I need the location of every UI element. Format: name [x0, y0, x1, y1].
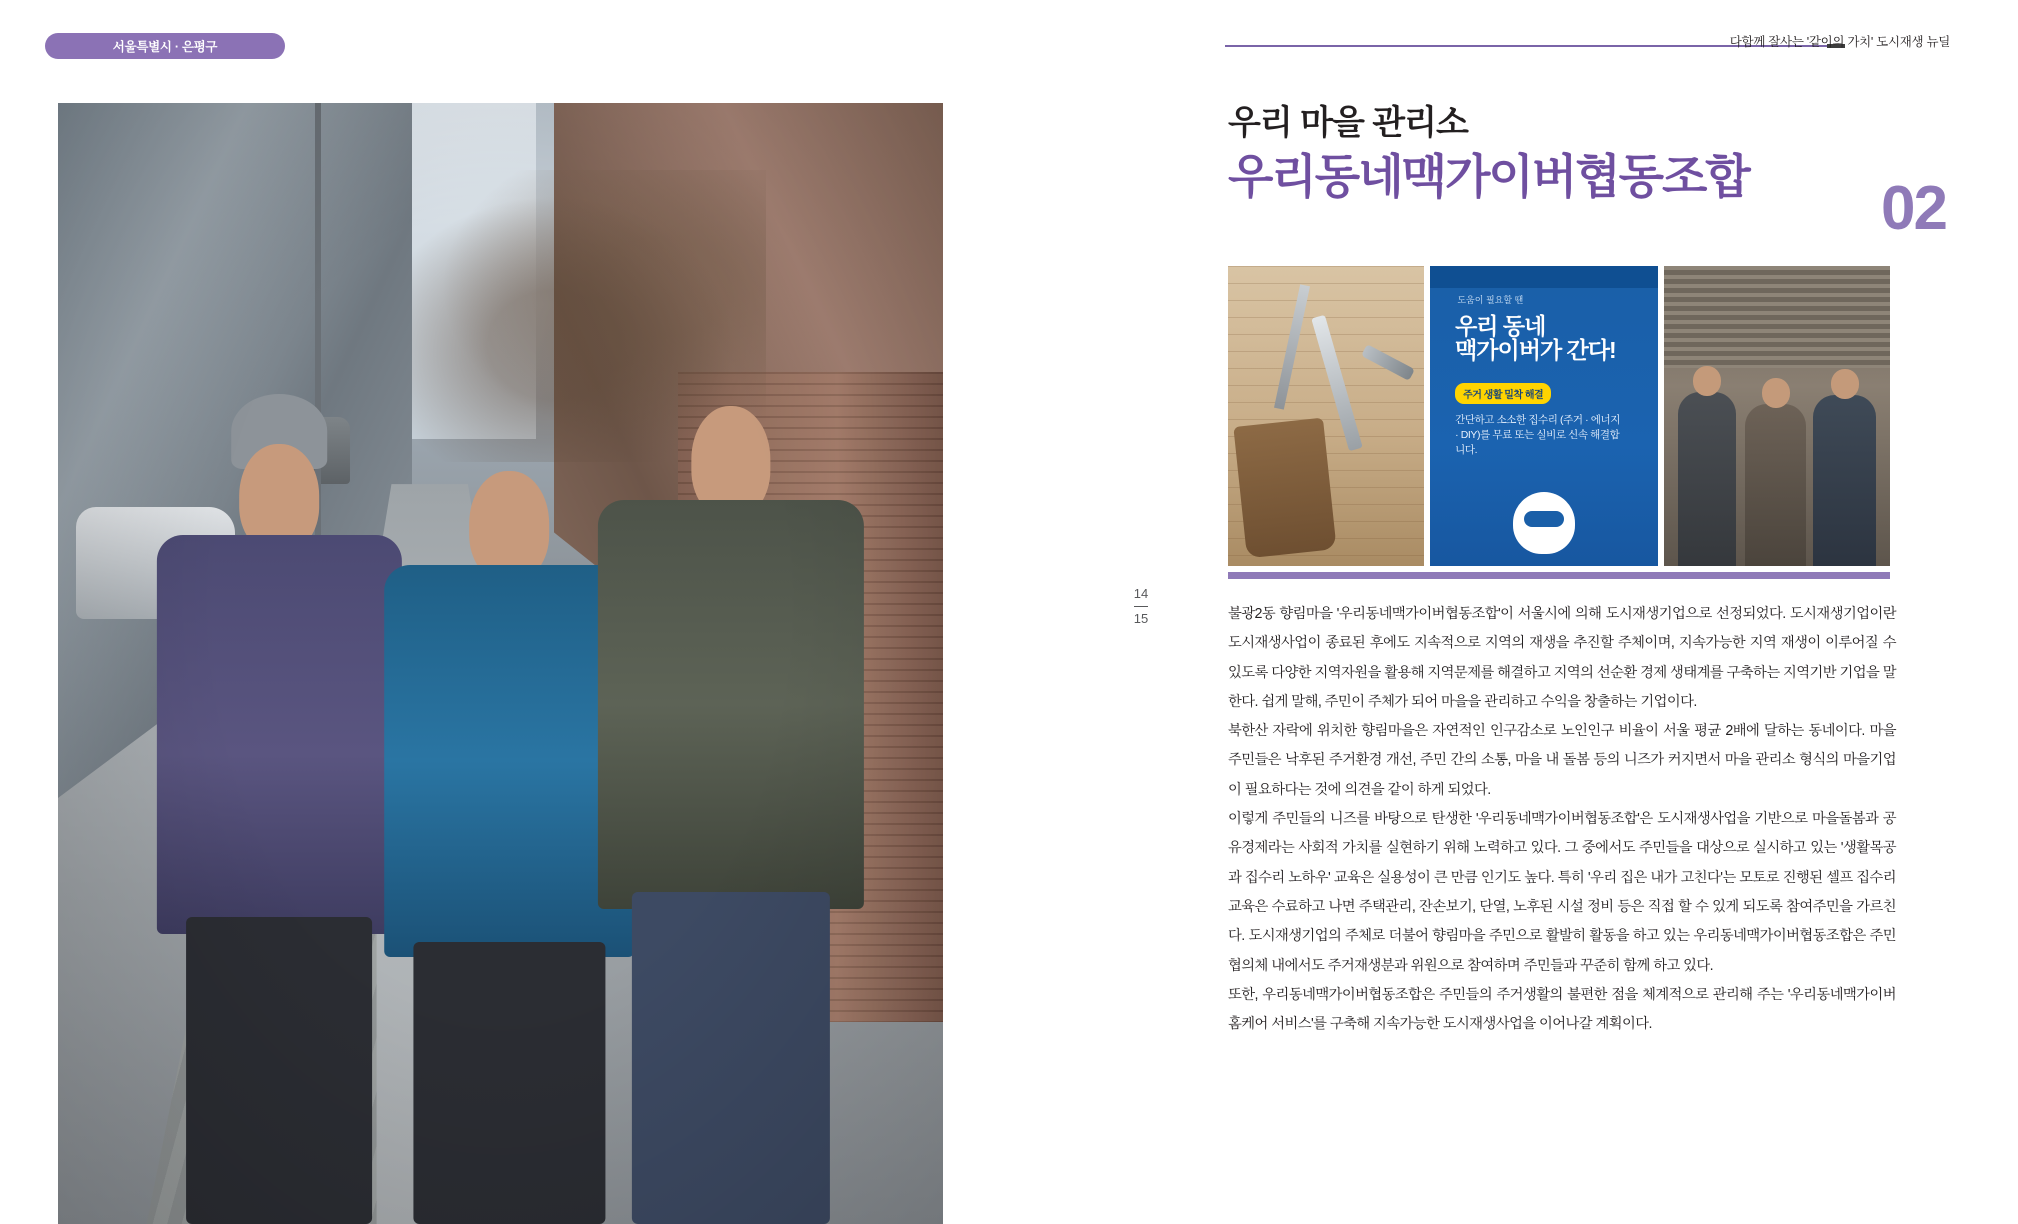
members-photo — [1664, 266, 1890, 566]
folio-page-left: 14 — [1133, 586, 1149, 601]
article-paragraph: 또한, 우리동네맥가이버협동조합은 주민들의 주거생활의 불편한 점을 체계적으로 관리해 주는 '우리동네맥가이버 홈케어 서비스'를 구축해 지속가능한 도시재생사업을 이어나갈 계획이다. — [1228, 986, 1896, 1033]
section-number: 02 — [1881, 174, 1946, 243]
member-left — [1678, 392, 1737, 566]
photo-strip — [1228, 266, 1890, 566]
banner-headline-line2: 맥가이버가 간다! — [1455, 337, 1616, 364]
page-title: 우리동네맥가이버협동조합 — [1228, 150, 1749, 203]
mascot-icon — [1513, 492, 1575, 554]
banner-eyebrow: 도움이 필요할 땐 — [1457, 295, 1524, 305]
region-tag-label: 서울특별시 · 은평구 — [112, 40, 218, 54]
article-paragraph: 북한산 자락에 위치한 향림마을은 자연적인 인구감소로 노인인구 비율이 서울 평균 2배에 달하는 동네이다. 마을 주민들은 낙후된 주거환경 개선, 주민 간의 소통, 마을 내 돌봄 등의 니즈가 커지면서 마을 관리소 형식의 마을기업이 필요하다는 것에 의견을 같이 하게 되었다. — [1228, 723, 1896, 798]
standing-banner-photo — [1430, 266, 1658, 566]
article-body — [1228, 600, 1896, 1039]
running-header: 다함께 잘사는 '같이의 가치' 도시재생 뉴딜 — [1729, 35, 1950, 49]
region-tag-badge — [45, 33, 285, 59]
folio-page-right: 15 — [1133, 610, 1149, 626]
tool-pouch-icon — [1233, 418, 1336, 559]
banner-headline-line1: 우리 동네 — [1455, 313, 1546, 339]
article-paragraph: 불광2동 향림마을 '우리동네맥가이버협동조합'이 서울시에 의해 도시재생기업으로 선정되었다. 도시재생기업이란 도시재생사업이 종료된 후에도 지속적으로 지역의 재생을 추진할 주체이며, 지속가능한 지역 재생이 이루어질 수 있도록 다양한 지역자원을 활용해 지역문제를 해결하고 지역의 선순환 경제 생태계를 구축하는 지역기반 기업을 말한다. 쉽게 말해, 주민이 주체가 되어 마을을 관리하고 수익을 창출하는 기업이다. — [1228, 606, 1896, 710]
article-paragraph: 이렇게 주민들의 니즈를 바탕으로 탄생한 '우리동네맥가이버협동조합'은 도시재생사업을 기반으로 마을돌봄과 공유경제라는 사회적 가치를 실현하기 위해 노력하고 있다. 그 중에서도 주민들을 대상으로 실시하고 있는 '생활목공과 집수리 노하우' 교육은 실용성이 큰 만큼 인기도 높다. 특히 '우리 집은 내가 고친다'는 모토로 진행된 셀프 집수리 교육은 수료하고 나면 주택관리, 잔손보기, 단열, 노후된 시설 정비 등은 직접 할 수 있게 되도록 참여주민을 가르친다. 도시재생기업의 주체로 더불어 향림마을 주민으로 활발히 활동을 하고 있는 우리동네맥가이버협동조합은 주민협의체 내에서도 주거재생분과 위원으로 참여하며 주민들과 꾸준히 함께 하고 있다. — [1228, 811, 1896, 974]
photo-strip-underline — [1228, 572, 1890, 579]
member-right — [1813, 395, 1876, 566]
tools-photo — [1228, 266, 1424, 566]
banner-chip: 주거 생활 밀착 해결 — [1455, 383, 1551, 404]
banner-body-text: 간단하고 소소한 집수리 (주거 · 에너지 · DIY)를 무료 또는 실비로 신속 해결합니다. — [1455, 414, 1621, 457]
photo-vignette — [58, 103, 943, 1224]
section-kicker: 우리 마을 관리소 — [1228, 104, 1468, 142]
banner-top-bar — [1430, 266, 1658, 288]
street-scene-illustration — [58, 103, 943, 1224]
member-center — [1745, 404, 1806, 566]
main-photo — [58, 103, 943, 1224]
roller-shutter — [1664, 266, 1890, 368]
banner-headline — [1455, 314, 1616, 362]
